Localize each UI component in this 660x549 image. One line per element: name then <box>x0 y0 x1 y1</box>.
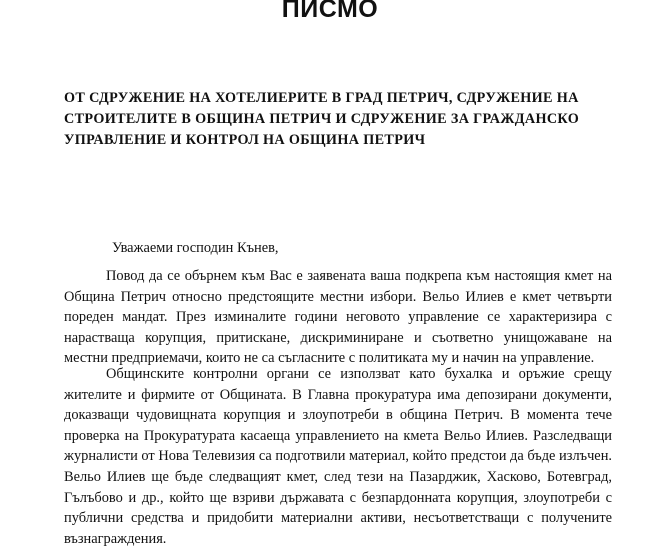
body-paragraph: Повод да се обърнем към Вас е заявената ваша подкрепа към настоящия кмет на Община Петрич относно предстоящите местни избори. Вельо Илиев е кмет четвърти пореден мандат. През изминалите години неговото управление се характеризира с нарастваща корупция, притискане, дискриминиране и съответно унищожаване на местни предприемачи, които не са съгласните с политиката му и начин на управление. <box>64 268 612 367</box>
letter-heading <box>64 88 624 151</box>
heading-line: СТРОИТЕЛИТЕ В ОБЩИНА ПЕТРИЧ И СДРУЖЕНИЕ ЗА ГРАЖДАНСКО <box>64 111 580 127</box>
body-paragraph: Общинските контролни органи се използват като бухалка и оръжие срещу жителите и фирмите от Общината. В Главна прокуратура има депозирани документи, доказващи чудовищната корупция и злоупотреби в община Петрич. В момента тече проверка на Прокуратурата касаеща управлението на кмета Вельо Илиев. Разследващи журналисти от Нова Телевизия са подготвили материал, който предстои да бъде излъчен. Вельо Илиев ще бъде следващият кмет, след тези на Пазарджик, Хасково, Ботевград, Гълъбово и др., който ще взриви държавата с безпардонната корупция, злоупотреби с публични средства и придобити материални активи, несъответстващи с получените възнаграждения. <box>64 366 612 547</box>
letter-title: ПИСМО <box>281 0 379 23</box>
salutation: Уважаеми господин Кънев, <box>112 240 279 256</box>
heading-line: УПРАВЛЕНИЕ И КОНТРОЛ НА ОБЩИНА ПЕТРИЧ <box>64 132 426 148</box>
heading-line: ОТ СДРУЖЕНИЕ НА ХОТЕЛИЕРИТЕ В ГРАД ПЕТРИЧ, СДРУЖЕНИЕ НА <box>64 90 579 106</box>
